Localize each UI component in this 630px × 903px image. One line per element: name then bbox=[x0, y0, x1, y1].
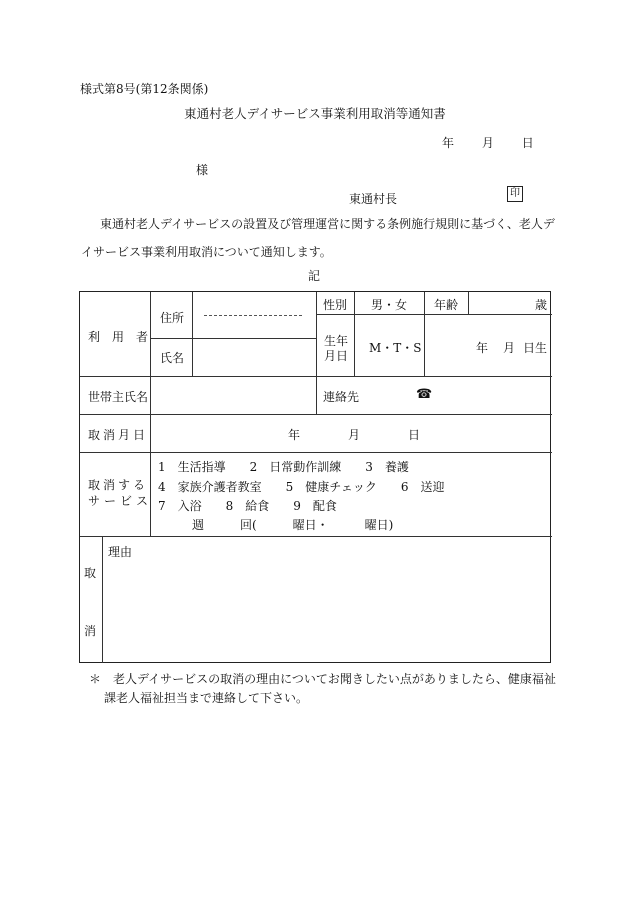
date-month: 月 bbox=[481, 136, 494, 150]
birth-label-1: 生年 bbox=[324, 334, 349, 348]
service-line-1[interactable]: 1 生活指導 2 日常動作訓練 3 養護 bbox=[158, 460, 409, 474]
phone-icon: ☎ bbox=[416, 387, 433, 402]
user-label: 利 用 者 bbox=[88, 330, 149, 344]
cancel-day: 日 bbox=[408, 428, 421, 442]
cancel-year: 年 bbox=[288, 428, 301, 442]
service-line-3[interactable]: 7 入浴 8 給食 9 配食 bbox=[158, 499, 337, 513]
gender-label: 性別 bbox=[323, 298, 348, 312]
document-title: 東通村老人デイサービス事業利用取消等通知書 bbox=[184, 106, 446, 121]
service-label-2: サービス bbox=[88, 494, 153, 508]
cancel-month: 月 bbox=[348, 428, 361, 442]
footer-note-line-1: ＊ 老人デイサービスの取消の理由についてお聞きしたい点がありましたら、健康福祉 bbox=[89, 672, 556, 686]
form-number: 様式第8号(第12条関係) bbox=[80, 82, 209, 96]
era-options[interactable]: M・T・S bbox=[369, 341, 422, 355]
date-day: 日 bbox=[521, 136, 534, 150]
service-line-2[interactable]: 4 家族介護者教室 5 健康チェック 6 送迎 bbox=[158, 480, 445, 494]
birth-month: 月 bbox=[503, 341, 516, 355]
service-schedule[interactable]: 週 回( 曜日・ 曜日) bbox=[192, 518, 394, 532]
birth-label-2: 月日 bbox=[324, 349, 349, 363]
cancel-date-label: 取消月日 bbox=[88, 428, 149, 442]
gender-options[interactable]: 男・女 bbox=[371, 298, 408, 312]
reason-label: 理由 bbox=[108, 545, 133, 559]
notice-table bbox=[79, 291, 551, 663]
birth-year: 年 bbox=[476, 341, 489, 355]
address-field[interactable] bbox=[204, 315, 302, 316]
seal-mark: 印 bbox=[507, 186, 523, 202]
issuer-name: 東通村長 bbox=[349, 192, 398, 206]
body-text-line-1: 東通村老人デイサービスの設置及び管理運営に関する条例施行規則に基づく、老人デ bbox=[100, 217, 555, 231]
birth-day: 日生 bbox=[523, 341, 548, 355]
service-label-1: 取消する bbox=[88, 478, 149, 492]
addressee-suffix: 様 bbox=[196, 163, 209, 177]
age-unit: 歳 bbox=[535, 298, 548, 312]
cancel-char-1: 取 bbox=[84, 566, 97, 580]
body-text-line-2: イサービス事業利用取消について通知します。 bbox=[81, 245, 332, 259]
cancel-char-2: 消 bbox=[84, 624, 97, 638]
name-label: 氏名 bbox=[160, 351, 185, 365]
contact-label: 連絡先 bbox=[323, 390, 360, 404]
ki-heading: 記 bbox=[308, 269, 321, 283]
footer-note-line-2: 課老人福祉担当まで連絡して下さい。 bbox=[104, 691, 309, 705]
date-year: 年 bbox=[442, 136, 455, 150]
issue-date bbox=[442, 134, 534, 151]
household-label: 世帯主氏名 bbox=[88, 390, 149, 404]
age-label: 年齢 bbox=[434, 298, 459, 312]
address-label: 住所 bbox=[160, 311, 185, 325]
